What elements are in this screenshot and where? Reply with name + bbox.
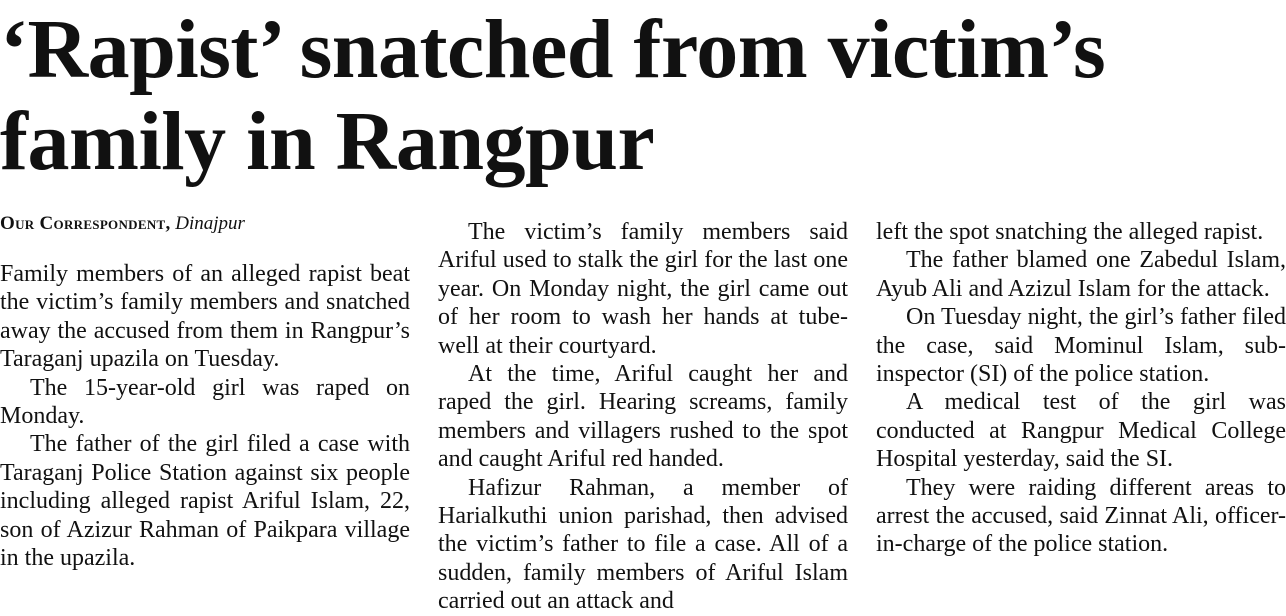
paragraph-continued: left the spot snatching the alleged rapist. [876,219,1264,245]
article-column-3 [876,218,1286,559]
paragraph: On Tuesday night, the girl’s father filed the case, said Mominul Islam, sub-inspector (SI) of the police station. [876,304,1286,388]
article-column-2 [438,218,848,616]
paragraph: The father of the girl filed a case with Taraganj Police Station against six people including alleged rapist Ariful Islam, 22, son of Azizur Rahman of Paikpara village in the upazila. [0,431,410,572]
headline [0,4,1286,188]
headline-line-1: ‘Rapist’ snatched from victim’s [0,3,1106,96]
paragraph: The father blamed one Zabedul Islam, Ayub Ali and Azizul Islam for the attack. [876,247,1286,302]
headline-line-2: family in Rangpur [0,95,655,188]
byline-location: Dinajpur [175,213,245,234]
byline-author: Our Correspondent, [0,213,171,234]
paragraph: Hafizur Rahman, a member of Harialkuthi union parishad, then advised the victim’s father to file a case. All of a sudden, family members of Ariful Islam carried out an attack and [438,474,848,615]
paragraph: Family members of an alleged rapist beat the victim’s family members and snatched away the accused from them in Rangpur’s Taraganj upazila on Tuesday. [0,261,410,373]
paragraph: They were raiding different areas to arrest the accused, said Zinnat Ali, officer-in-charge of the police station. [876,474,1286,558]
paragraph: The victim’s family members said Ariful used to stalk the girl for the last one year. On Monday night, the girl came out of her room to wash her hands at tube-well at their courtyard. [438,219,848,359]
paragraph: The 15-year-old girl was raped on Monday. [0,374,410,430]
paragraph: At the time, Ariful caught her and raped the girl. Hearing screams, family members and villagers rushed to the spot and caught Ariful red handed. [438,361,848,473]
article-column-1 [0,260,410,572]
byline [0,213,245,235]
paragraph: A medical test of the girl was conducted at Rangpur Medical College Hospital yesterday, said the SI. [876,389,1286,473]
